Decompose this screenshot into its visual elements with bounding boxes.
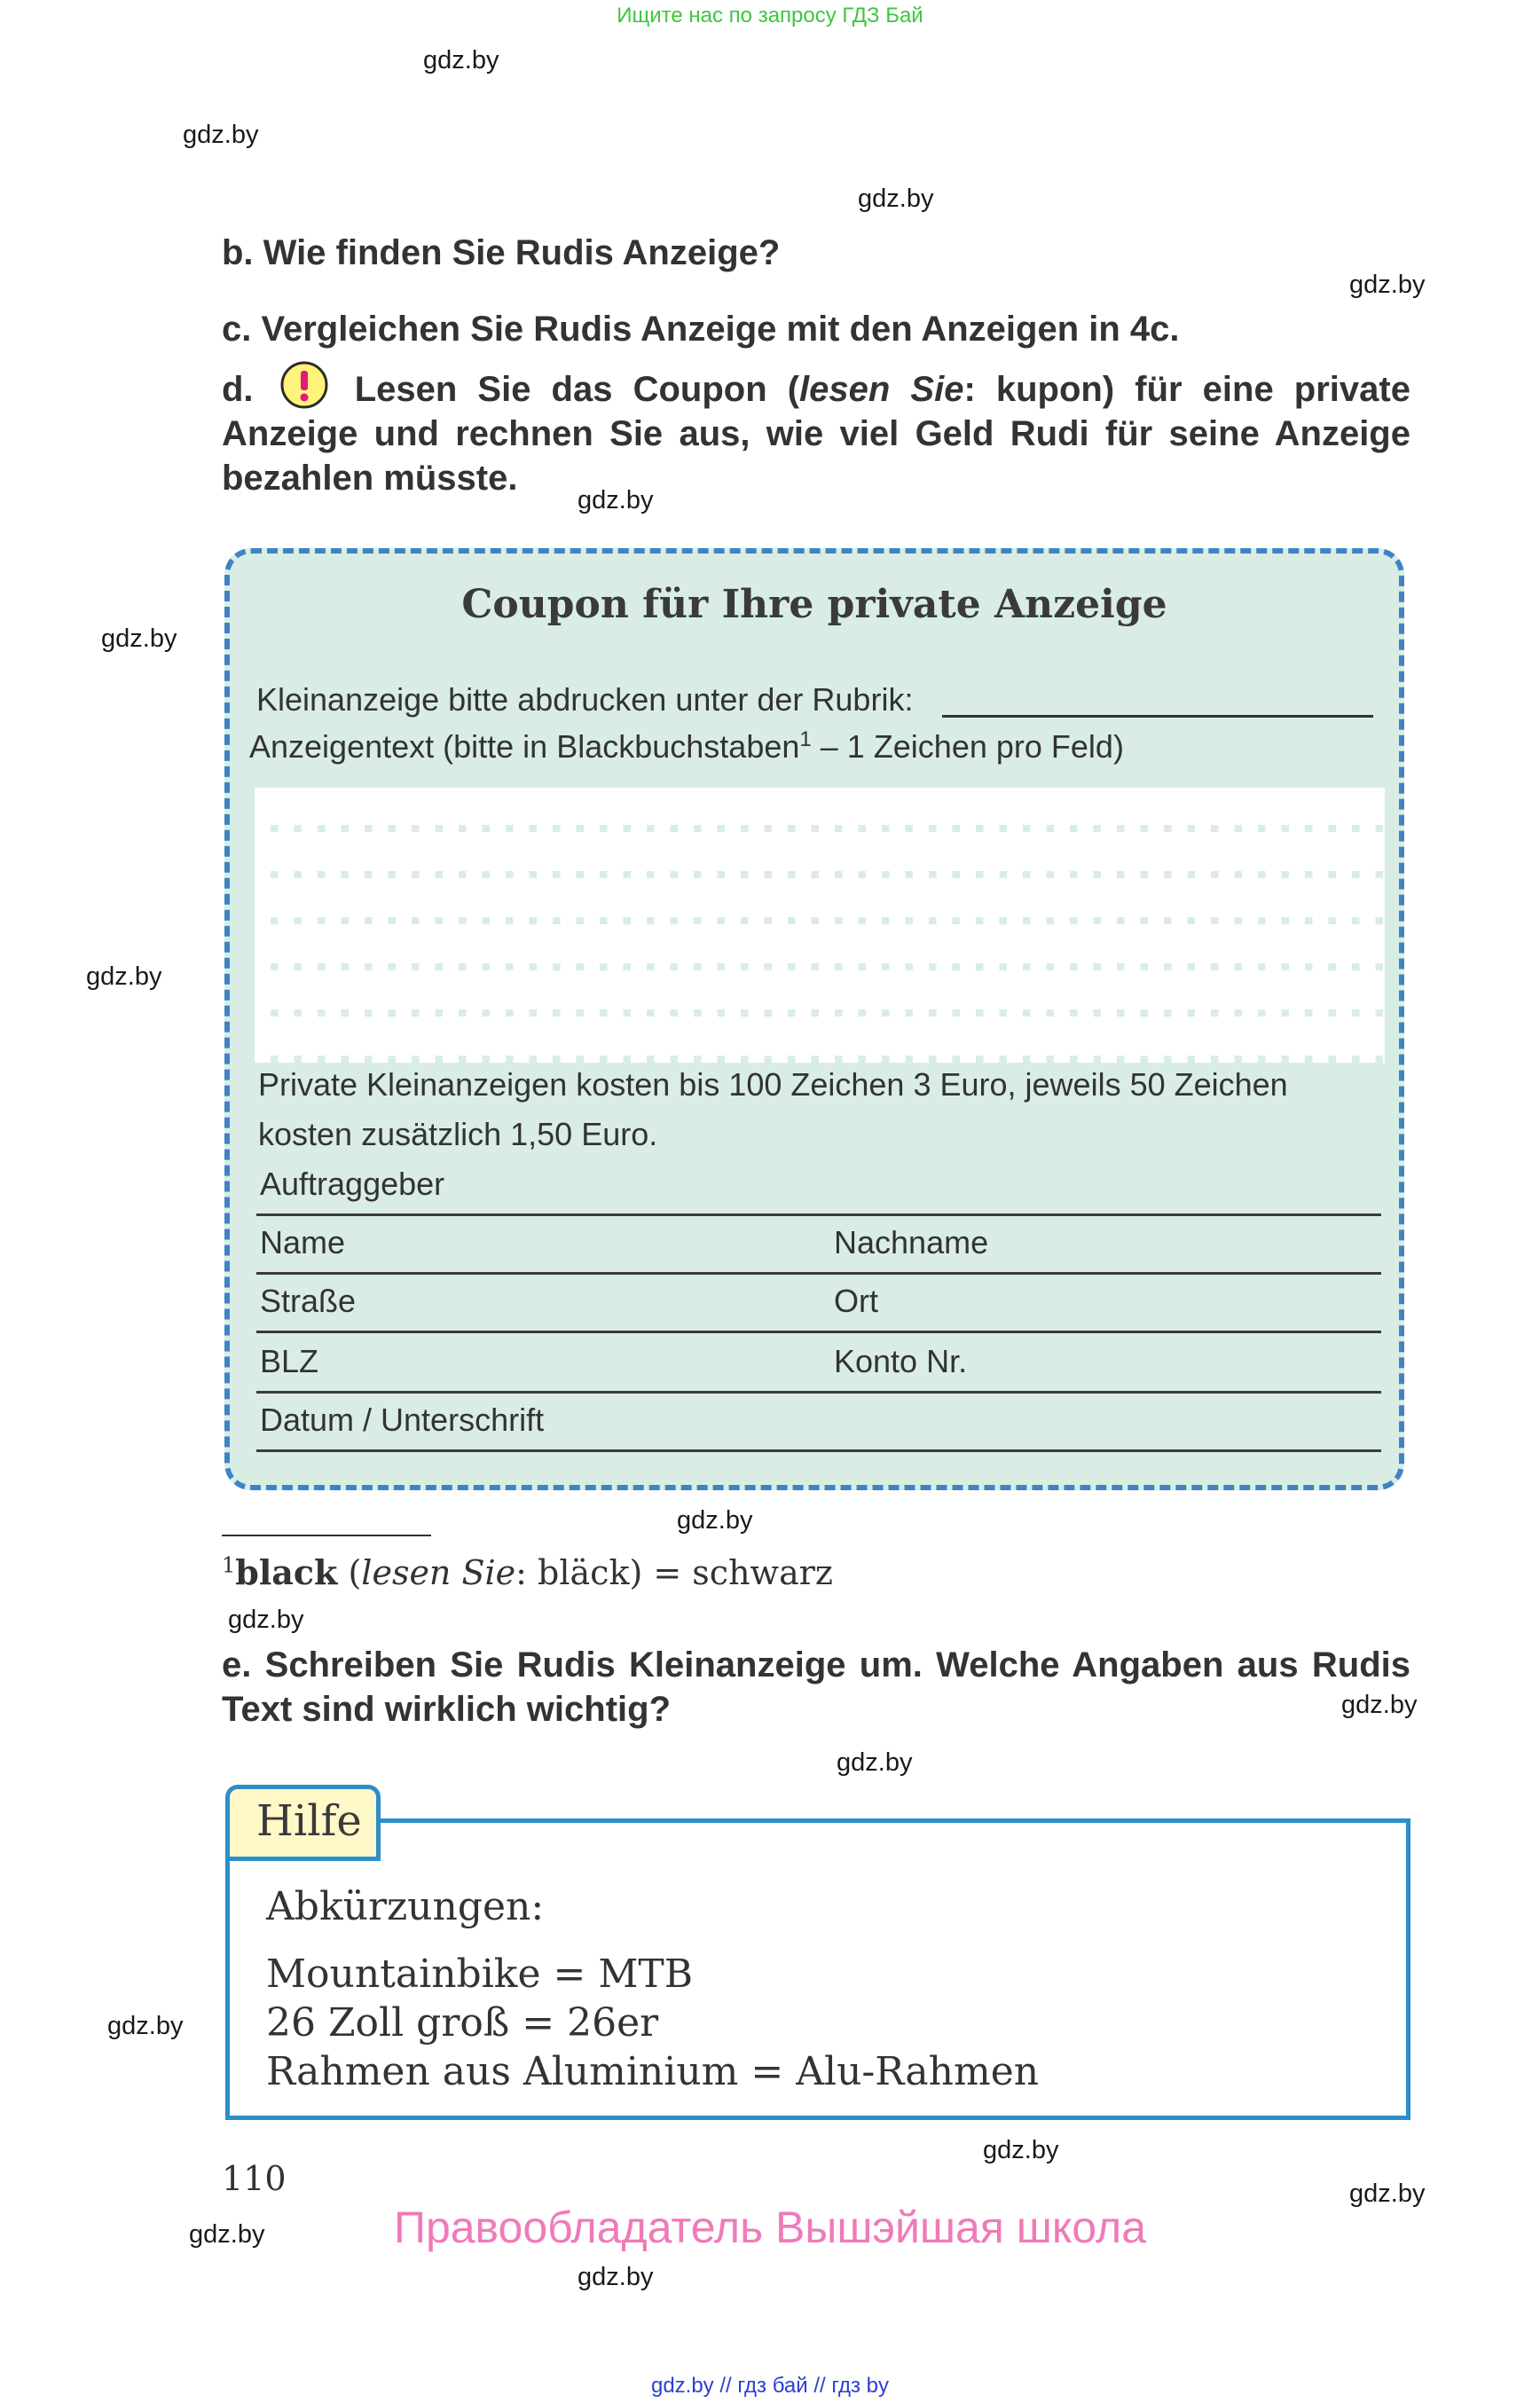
question-d-text-1: Lesen Sie das Coupon ( xyxy=(354,370,800,409)
coupon-form xyxy=(224,548,1404,1490)
hilfe-item: 26 Zoll groß = 26er xyxy=(266,2000,659,2046)
watermark: gdz.by xyxy=(228,1606,304,1634)
price-line-2: kosten zusätzlich 1,50 Euro. xyxy=(258,1116,658,1152)
question-c: c. Vergleichen Sie Rudis Anzeige mit den Anzeigen in 4c. xyxy=(222,310,1180,349)
nachname-label: Nachname xyxy=(834,1224,989,1260)
watermark: gdz.by xyxy=(983,2136,1059,2164)
watermark: gdz.by xyxy=(1349,2179,1426,2208)
question-d xyxy=(222,360,1410,500)
watermark: gdz.by xyxy=(1341,1691,1418,1719)
blz-label: BLZ xyxy=(260,1343,319,1379)
watermark: gdz.by xyxy=(837,1748,913,1777)
page-number: 110 xyxy=(222,2159,287,2198)
footnote-rest: : bläck) = schwarz xyxy=(515,1553,833,1592)
watermark: gdz.by xyxy=(183,121,259,149)
hilfe-item: Mountainbike = MTB xyxy=(266,1951,694,1997)
auftraggeber-label: Auftraggeber xyxy=(260,1166,445,1202)
datum-label: Datum / Unterschrift xyxy=(260,1402,545,1438)
watermark: gdz.by xyxy=(189,2220,265,2249)
form-line[interactable] xyxy=(256,1331,1381,1333)
rubrik-input-line[interactable] xyxy=(942,715,1373,718)
question-b: b. Wie finden Sie Rudis Anzeige? xyxy=(222,233,781,272)
form-line[interactable] xyxy=(256,1391,1381,1394)
watermark: gdz.by xyxy=(423,46,499,75)
strasse-label: Straße xyxy=(260,1283,357,1319)
character-grid[interactable] xyxy=(255,788,1385,1063)
coupon-title: Coupon für Ihre private Anzeige xyxy=(461,582,1167,627)
question-e: e. Schreiben Sie Rudis Kleinanzeige um. Welche Angaben aus Rudis Text sind wirklich wichtig? xyxy=(222,1645,1410,1729)
footnote xyxy=(222,1552,833,1592)
question-d-italic: lesen Sie xyxy=(799,370,964,409)
watermark: gdz.by xyxy=(107,2012,184,2040)
ort-label: Ort xyxy=(834,1283,878,1319)
footnote-word: black xyxy=(235,1552,338,1592)
hilfe-tab xyxy=(225,1785,381,1861)
footnote-marker: 1 xyxy=(799,727,812,751)
price-line-1: Private Kleinanzeigen kosten bis 100 Zeichen 3 Euro, jeweils 50 Zeichen xyxy=(258,1066,1288,1103)
exclamation-icon xyxy=(279,360,329,410)
rubrik-label: Kleinanzeige bitte abdrucken unter der Rubrik: xyxy=(256,681,914,718)
footnote-number: 1 xyxy=(222,1552,236,1578)
watermark: gdz.by xyxy=(858,185,934,213)
top-banner[interactable]: Ищите нас по запросу ГДЗ Бай xyxy=(617,4,923,27)
form-line[interactable] xyxy=(256,1449,1381,1452)
copyright: Правообладатель Вышэйшая школа xyxy=(394,2203,1146,2252)
footnote-open: ( xyxy=(337,1553,362,1592)
footnote-italic: lesen Sie xyxy=(361,1553,516,1592)
watermark: gdz.by xyxy=(86,962,162,991)
anzeigentext-label-b: – 1 Zeichen pro Feld) xyxy=(811,728,1124,765)
question-d-prefix: d. xyxy=(222,370,254,409)
name-label: Name xyxy=(260,1224,346,1260)
form-line[interactable] xyxy=(256,1213,1381,1216)
watermark: gdz.by xyxy=(578,2263,654,2291)
watermark: gdz.by xyxy=(1349,271,1426,299)
watermark: gdz.by xyxy=(578,486,654,514)
watermark: gdz.by xyxy=(101,624,177,653)
konto-label: Konto Nr. xyxy=(834,1343,968,1379)
hilfe-item: Rahmen aus Aluminium = Alu-Rahmen xyxy=(266,2049,1040,2094)
footnote-rule xyxy=(222,1535,431,1536)
question-d-text-2: : kupon) für eine private Anzeige und rechnen Sie aus, wie viel Geld Rudi für seine Anzeige bezahlen müsste. xyxy=(222,370,1410,498)
anzeigentext-label xyxy=(249,727,1124,766)
watermark: gdz.by xyxy=(677,1506,753,1535)
form-line[interactable] xyxy=(256,1272,1381,1275)
hilfe-tab-label: Hilfe xyxy=(256,1796,362,1846)
bottom-links[interactable]: gdz.by // гдз бай // гдз by xyxy=(650,2374,890,2398)
anzeigentext-label-a: Anzeigentext (bitte in Blackbuchstaben xyxy=(249,728,800,765)
hilfe-heading: Abkürzungen: xyxy=(266,1884,545,1929)
